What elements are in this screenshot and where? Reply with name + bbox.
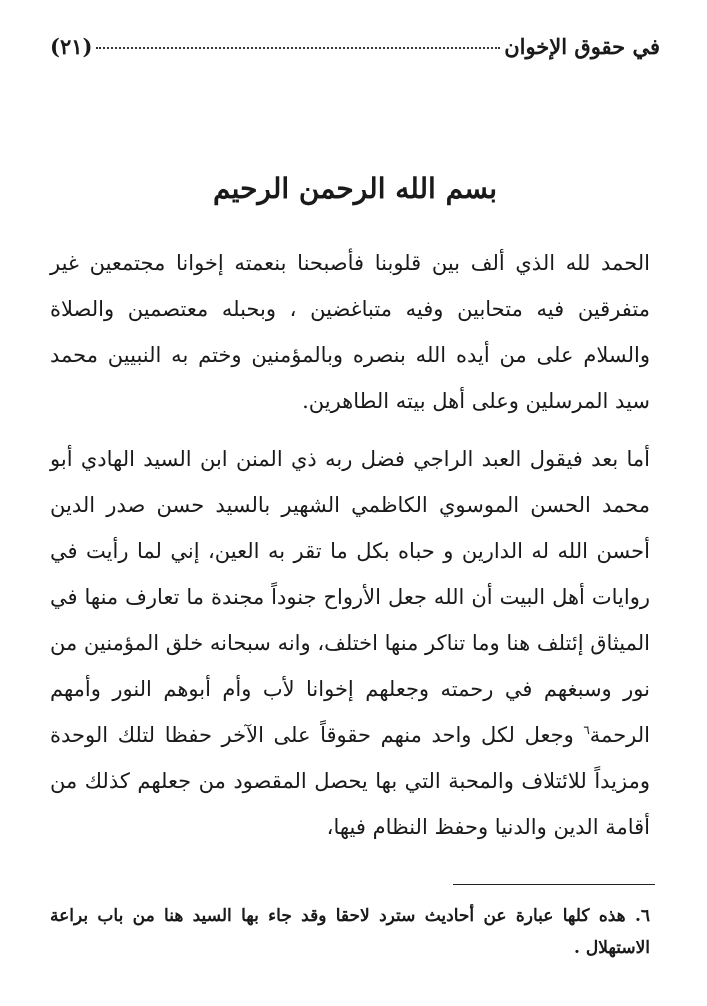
footnote: ٦. هذه كلها عبارة عن أحاديث سترد لاحقا وقد جاء بها السيد هنا من باب براعة الاستهلال .	[50, 906, 650, 958]
header-title: في حقوق الإخوان	[504, 34, 660, 59]
basmala-heading: بسم الله الرحمن الرحيم	[213, 172, 497, 205]
page-number: (٢١)	[50, 34, 93, 59]
paragraph-2-text-before-ref: أما بعد فيقول العبد الراجي فضل ربه ذي المنن ابن السيد الهادي أبو محمد الحسن الموسوي الكاظمي الشهير بالسيد حسن صدر الدين أحسن الله له الدارين و حباه بكل ما تقر به العين، إني لما رأيت في روايات أهل البيت أن الله جعل الأرواح جنوداً مجندة ما تعارف منها في الميثاق إئتلف هنا وما تناكر منها اختلف، وانه سبحانه خلق المؤمنين من نور وسبغهم في رحمته وجعلهم إخوانا لأب وأم أبوهم النور وأمهم الرحمة	[50, 447, 650, 747]
paragraph-2-text-after-ref: وجعل لكل واحد منهم حقوقاً على الآخر حفظا لتلك الوحدة ومزيداً للائتلاف والمحبة التي بها يحصل المقصود من جعلهم كذلك من أقامة الدين والدنيا وحفظ النظام فيها،	[50, 723, 650, 839]
paragraph-2	[50, 436, 650, 850]
header-dotted-leader	[96, 47, 500, 49]
paragraph-1: الحمد لله الذي ألف بين قلوبنا فأصبحنا بنعمته إخوانا مجتمعين غير متفرقين فيه متحابين وفيه متباغضين ، وبحبله معتصمين والصلاة والسلام على من أيده الله بنصره وبالمؤمنين وختم به النبيين محمد سيد المرسلين وعلى أهل بيته الطاهرين.	[50, 251, 650, 413]
running-header	[50, 34, 660, 64]
footnote-ref-marker: ٦	[583, 723, 590, 737]
footnote-divider	[453, 884, 655, 885]
